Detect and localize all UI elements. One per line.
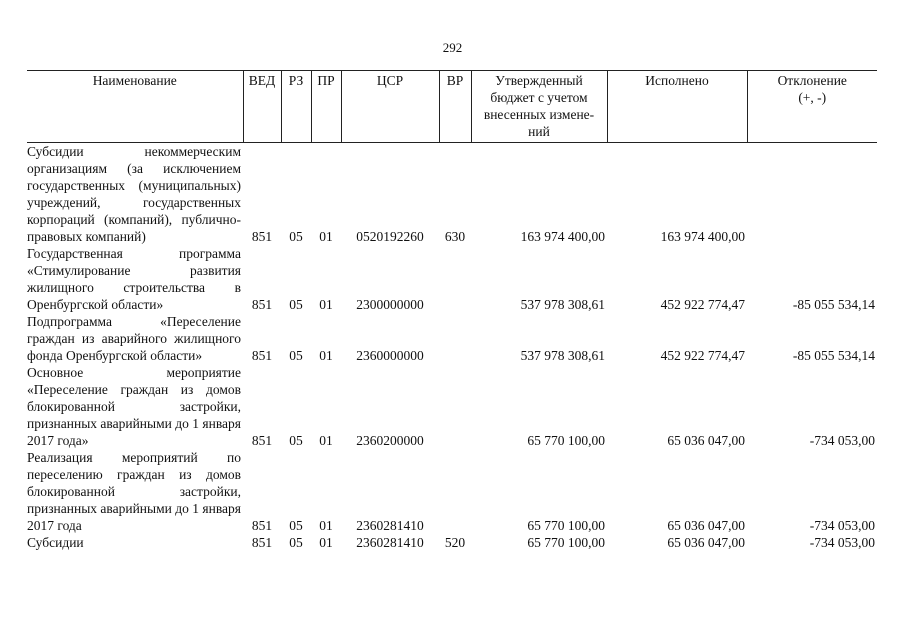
row-executed: 65 036 047,00 xyxy=(667,535,745,550)
row-rz: 05 xyxy=(289,229,303,244)
header-pr: ПР xyxy=(311,71,341,143)
header-rz: РЗ xyxy=(281,71,311,143)
row-name: Субсидии некоммерческим организациям (за исключением государственных (муниципальных) учреждений, государственных корпораций (компаний), публично-правовых компаний) xyxy=(27,144,241,244)
row-rz: 05 xyxy=(289,297,303,312)
header-approved-budget xyxy=(471,71,607,143)
header-approved-line2: бюджет с учетом xyxy=(490,90,588,105)
table-row xyxy=(27,364,877,449)
table-row xyxy=(27,143,877,246)
header-deviation xyxy=(747,71,877,143)
header-approved-line4: ний xyxy=(528,124,550,139)
row-executed: 452 922 774,47 xyxy=(660,297,745,312)
row-approved: 65 770 100,00 xyxy=(527,518,605,533)
row-pr: 01 xyxy=(319,433,333,448)
row-vr xyxy=(439,313,471,364)
budget-table xyxy=(27,70,877,551)
row-ved: 851 xyxy=(251,348,273,363)
row-executed: 65 036 047,00 xyxy=(667,433,745,448)
row-deviation: -85 055 534,14 xyxy=(792,348,875,363)
row-rz: 05 xyxy=(289,518,303,533)
table-row xyxy=(27,313,877,364)
row-pr: 01 xyxy=(319,535,333,550)
header-ved: ВЕД xyxy=(243,71,281,143)
row-vr xyxy=(439,364,471,449)
row-deviation: -734 053,00 xyxy=(809,535,875,550)
row-approved: 65 770 100,00 xyxy=(527,433,605,448)
header-vr: ВР xyxy=(439,71,471,143)
row-ved: 851 xyxy=(251,229,273,244)
row-executed: 452 922 774,47 xyxy=(660,348,745,363)
row-name: Основное мероприятие «Переселение граждан из домов блокированной застройки, признанных аварийными до 1 января 2017 года» xyxy=(27,365,241,448)
row-approved: 537 978 308,61 xyxy=(520,297,605,312)
row-ved: 851 xyxy=(251,535,273,550)
row-approved: 537 978 308,61 xyxy=(520,348,605,363)
header-deviation-line1: Отклонение xyxy=(777,73,847,88)
row-csr: 0520192260 xyxy=(356,229,424,244)
row-csr: 2360281410 xyxy=(356,535,424,550)
row-csr: 2300000000 xyxy=(356,297,424,312)
row-vr: 630 xyxy=(444,229,466,244)
row-executed: 163 974 400,00 xyxy=(660,229,745,244)
row-ved: 851 xyxy=(251,518,273,533)
row-rz: 05 xyxy=(289,433,303,448)
row-pr: 01 xyxy=(319,518,333,533)
row-ved: 851 xyxy=(251,433,273,448)
row-name: Субсидии xyxy=(27,535,84,550)
row-csr: 2360200000 xyxy=(356,433,424,448)
header-name: Наименование xyxy=(27,71,243,143)
header-row xyxy=(27,71,877,143)
budget-table-body xyxy=(27,143,877,552)
header-approved-line3: внесенных измене- xyxy=(483,107,595,122)
row-vr xyxy=(439,245,471,313)
table-row xyxy=(27,449,877,534)
row-csr: 2360281410 xyxy=(356,518,424,533)
row-vr: 520 xyxy=(444,535,466,550)
row-deviation: -734 053,00 xyxy=(809,518,875,533)
row-pr: 01 xyxy=(319,229,333,244)
row-name: Реализация мероприятий по переселению граждан из домов блокированной застройки, признанных аварийными до 1 января 2017 года xyxy=(27,450,241,533)
header-approved-line1: Утвержденный xyxy=(495,73,583,88)
row-approved: 65 770 100,00 xyxy=(527,535,605,550)
row-pr: 01 xyxy=(319,297,333,312)
row-deviation: -734 053,00 xyxy=(809,433,875,448)
row-name: Государственная программа «Стимулирование развития жилищного строительства в Оренбургской области» xyxy=(27,246,241,312)
row-ved: 851 xyxy=(251,297,273,312)
table-row xyxy=(27,534,877,551)
row-approved: 163 974 400,00 xyxy=(520,229,605,244)
row-rz: 05 xyxy=(289,535,303,550)
row-csr: 2360000000 xyxy=(356,348,424,363)
page-number: 292 xyxy=(442,40,463,55)
header-deviation-line2: (+, -) xyxy=(798,90,827,105)
row-deviation xyxy=(747,143,877,246)
row-name: Подпрограмма «Переселение граждан из аварийного жилищного фонда Оренбургской области» xyxy=(27,314,241,363)
row-deviation: -85 055 534,14 xyxy=(792,297,875,312)
header-executed: Исполнено xyxy=(607,71,747,143)
row-rz: 05 xyxy=(289,348,303,363)
row-executed: 65 036 047,00 xyxy=(667,518,745,533)
row-pr: 01 xyxy=(319,348,333,363)
table-row xyxy=(27,245,877,313)
row-vr xyxy=(439,449,471,534)
header-csr: ЦСР xyxy=(341,71,439,143)
